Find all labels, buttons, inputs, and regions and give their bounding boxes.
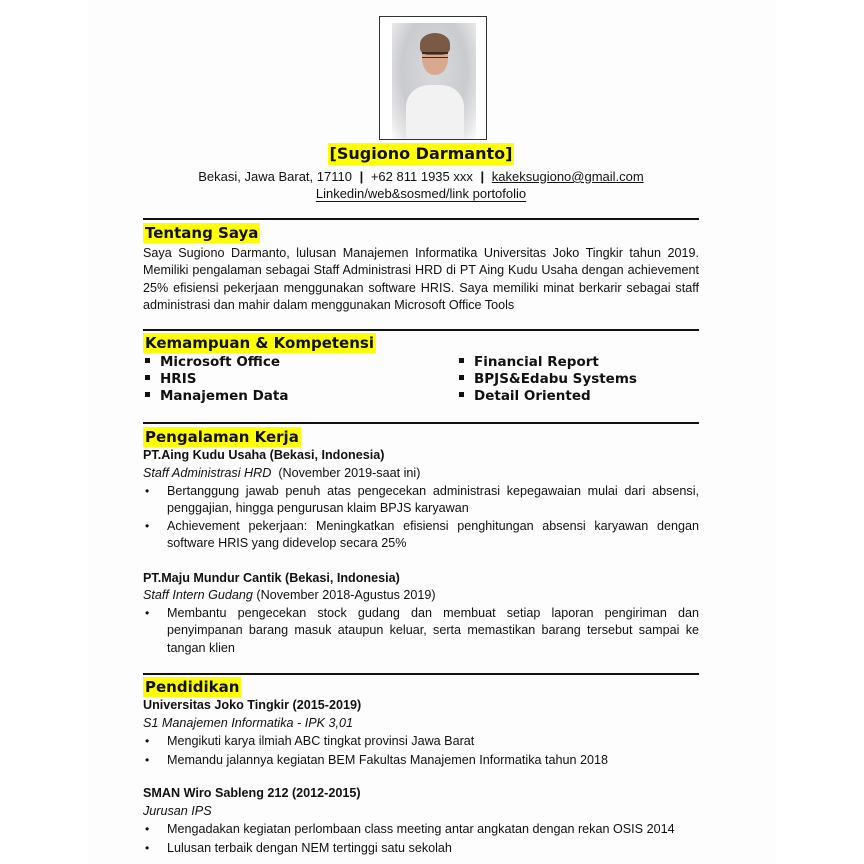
- job-role: Staff Administrasi HRD: [143, 466, 272, 480]
- bullet-icon: •: [145, 841, 150, 855]
- job-period: (November 2019-saat ini): [278, 466, 421, 480]
- school-bullet: • Mengadakan kegiatan perlombaan class meeting antar angkatan dengan rekan OSIS 2014: [143, 821, 699, 838]
- bullet-icon: •: [145, 753, 150, 767]
- photo-shirt: [406, 85, 464, 139]
- bullet-icon: •: [145, 606, 150, 620]
- links-line: [143, 185, 699, 202]
- separator: |: [480, 169, 485, 184]
- photo-glasses: [422, 52, 448, 58]
- job-period: (November 2018-Agustus 2019): [256, 588, 436, 602]
- skill-item: Microsoft Office: [145, 354, 280, 371]
- school-detail: S1 Manajemen Informatika - IPK 3,01: [143, 716, 353, 730]
- phone: +62 811 1935 xxx: [370, 169, 473, 184]
- skill-item: HRIS: [145, 371, 196, 388]
- address: Bekasi, Jawa Barat, 17110: [198, 169, 352, 184]
- bullet-icon: •: [145, 519, 150, 533]
- bullet-icon: •: [145, 822, 150, 836]
- school-detail: Jurusan IPS: [143, 804, 212, 818]
- name-line: [143, 143, 699, 165]
- square-bullet-icon: [459, 375, 464, 380]
- bullet-icon: •: [145, 734, 150, 748]
- section-title-about: Tentang Saya: [145, 224, 259, 242]
- school-bullet: • Mengikuti karya ilmiah ABC tingkat provinsi Jawa Barat: [143, 733, 699, 750]
- square-bullet-icon: [459, 392, 464, 397]
- photo-background: [392, 23, 476, 139]
- section-title-experience: Pengalaman Kerja: [145, 428, 299, 446]
- section-divider: [143, 673, 699, 675]
- about-text: Saya Sugiono Darmanto, lulusan Manajemen Informatika Universitas Joko Tingkir tahun 2019. Memiliki pengalaman sebagai Staff Administrasi HRD di PT Aing Kudu Usaha dengan achievement 25% efisiensi pekerjaan menggunakan software HRIS. Saya memiliki minat berkarir sebagai staff administrasi dan mahir dalam menggunakan Microsoft Office Tools: [143, 246, 699, 312]
- section-title-skills: Kemampuan & Kompetensi: [145, 334, 374, 352]
- square-bullet-icon: [145, 392, 150, 397]
- skill-item: Detail Oriented: [459, 388, 591, 405]
- skill-item: Financial Report: [459, 354, 599, 371]
- job-role: Staff Intern Gudang: [143, 588, 253, 602]
- candidate-name: [Sugiono Darmanto]: [329, 144, 513, 163]
- portfolio-link[interactable]: Linkedin/web&sosmed/link portofolio: [315, 186, 527, 201]
- job-company: PT.Aing Kudu Usaha (Bekasi, Indonesia): [143, 448, 385, 462]
- school-name: SMAN Wiro Sableng 212 (2012-2015): [143, 786, 361, 800]
- job-role-line: [143, 465, 420, 482]
- school-name: Universitas Joko Tingkir (2015-2019): [143, 698, 362, 712]
- job-role-line: [143, 587, 436, 604]
- school-bullet: • Memandu jalannya kegiatan BEM Fakultas Manajemen Informatika tahun 2018: [143, 752, 699, 769]
- bullet-icon: •: [145, 484, 150, 498]
- contact-line: [143, 168, 699, 185]
- square-bullet-icon: [145, 358, 150, 363]
- school-bullet: • Lulusan terbaik dengan NEM tertinggi satu sekolah: [143, 840, 699, 857]
- section-divider: [143, 329, 699, 331]
- skill-item: Manajemen Data: [145, 388, 288, 405]
- section-divider: [143, 218, 699, 220]
- square-bullet-icon: [459, 358, 464, 363]
- job-company: PT.Maju Mundur Cantik (Bekasi, Indonesia): [143, 571, 400, 585]
- profile-photo: [379, 16, 487, 140]
- email-link[interactable]: kakeksugiono@gmail.com: [491, 169, 644, 184]
- job-bullet: • Bertanggung jawab penuh atas pengecekan administrasi kepegawaian mulai dari absensi, penggajian, hingga pengurusan klaim BPJS karyawan: [145, 484, 699, 516]
- separator: |: [359, 169, 364, 184]
- section-title-education: Pendidikan: [145, 678, 240, 696]
- section-divider: [143, 422, 699, 424]
- square-bullet-icon: [145, 375, 150, 380]
- skill-item: BPJS&Edabu Systems: [459, 371, 637, 388]
- job-bullet: • Membantu pengecekan stock gudang dan membuat setiap laporan pengiriman dan penyimpanan barang masuk ataupun keluar, serta memastikan barang tersebut sampai ke tangan klien: [145, 606, 699, 655]
- job-bullet: • Achievement pekerjaan: Meningkatkan efisiensi penghitungan absensi karyawan dengan software HRIS yang didevelop secara 25%: [145, 519, 699, 551]
